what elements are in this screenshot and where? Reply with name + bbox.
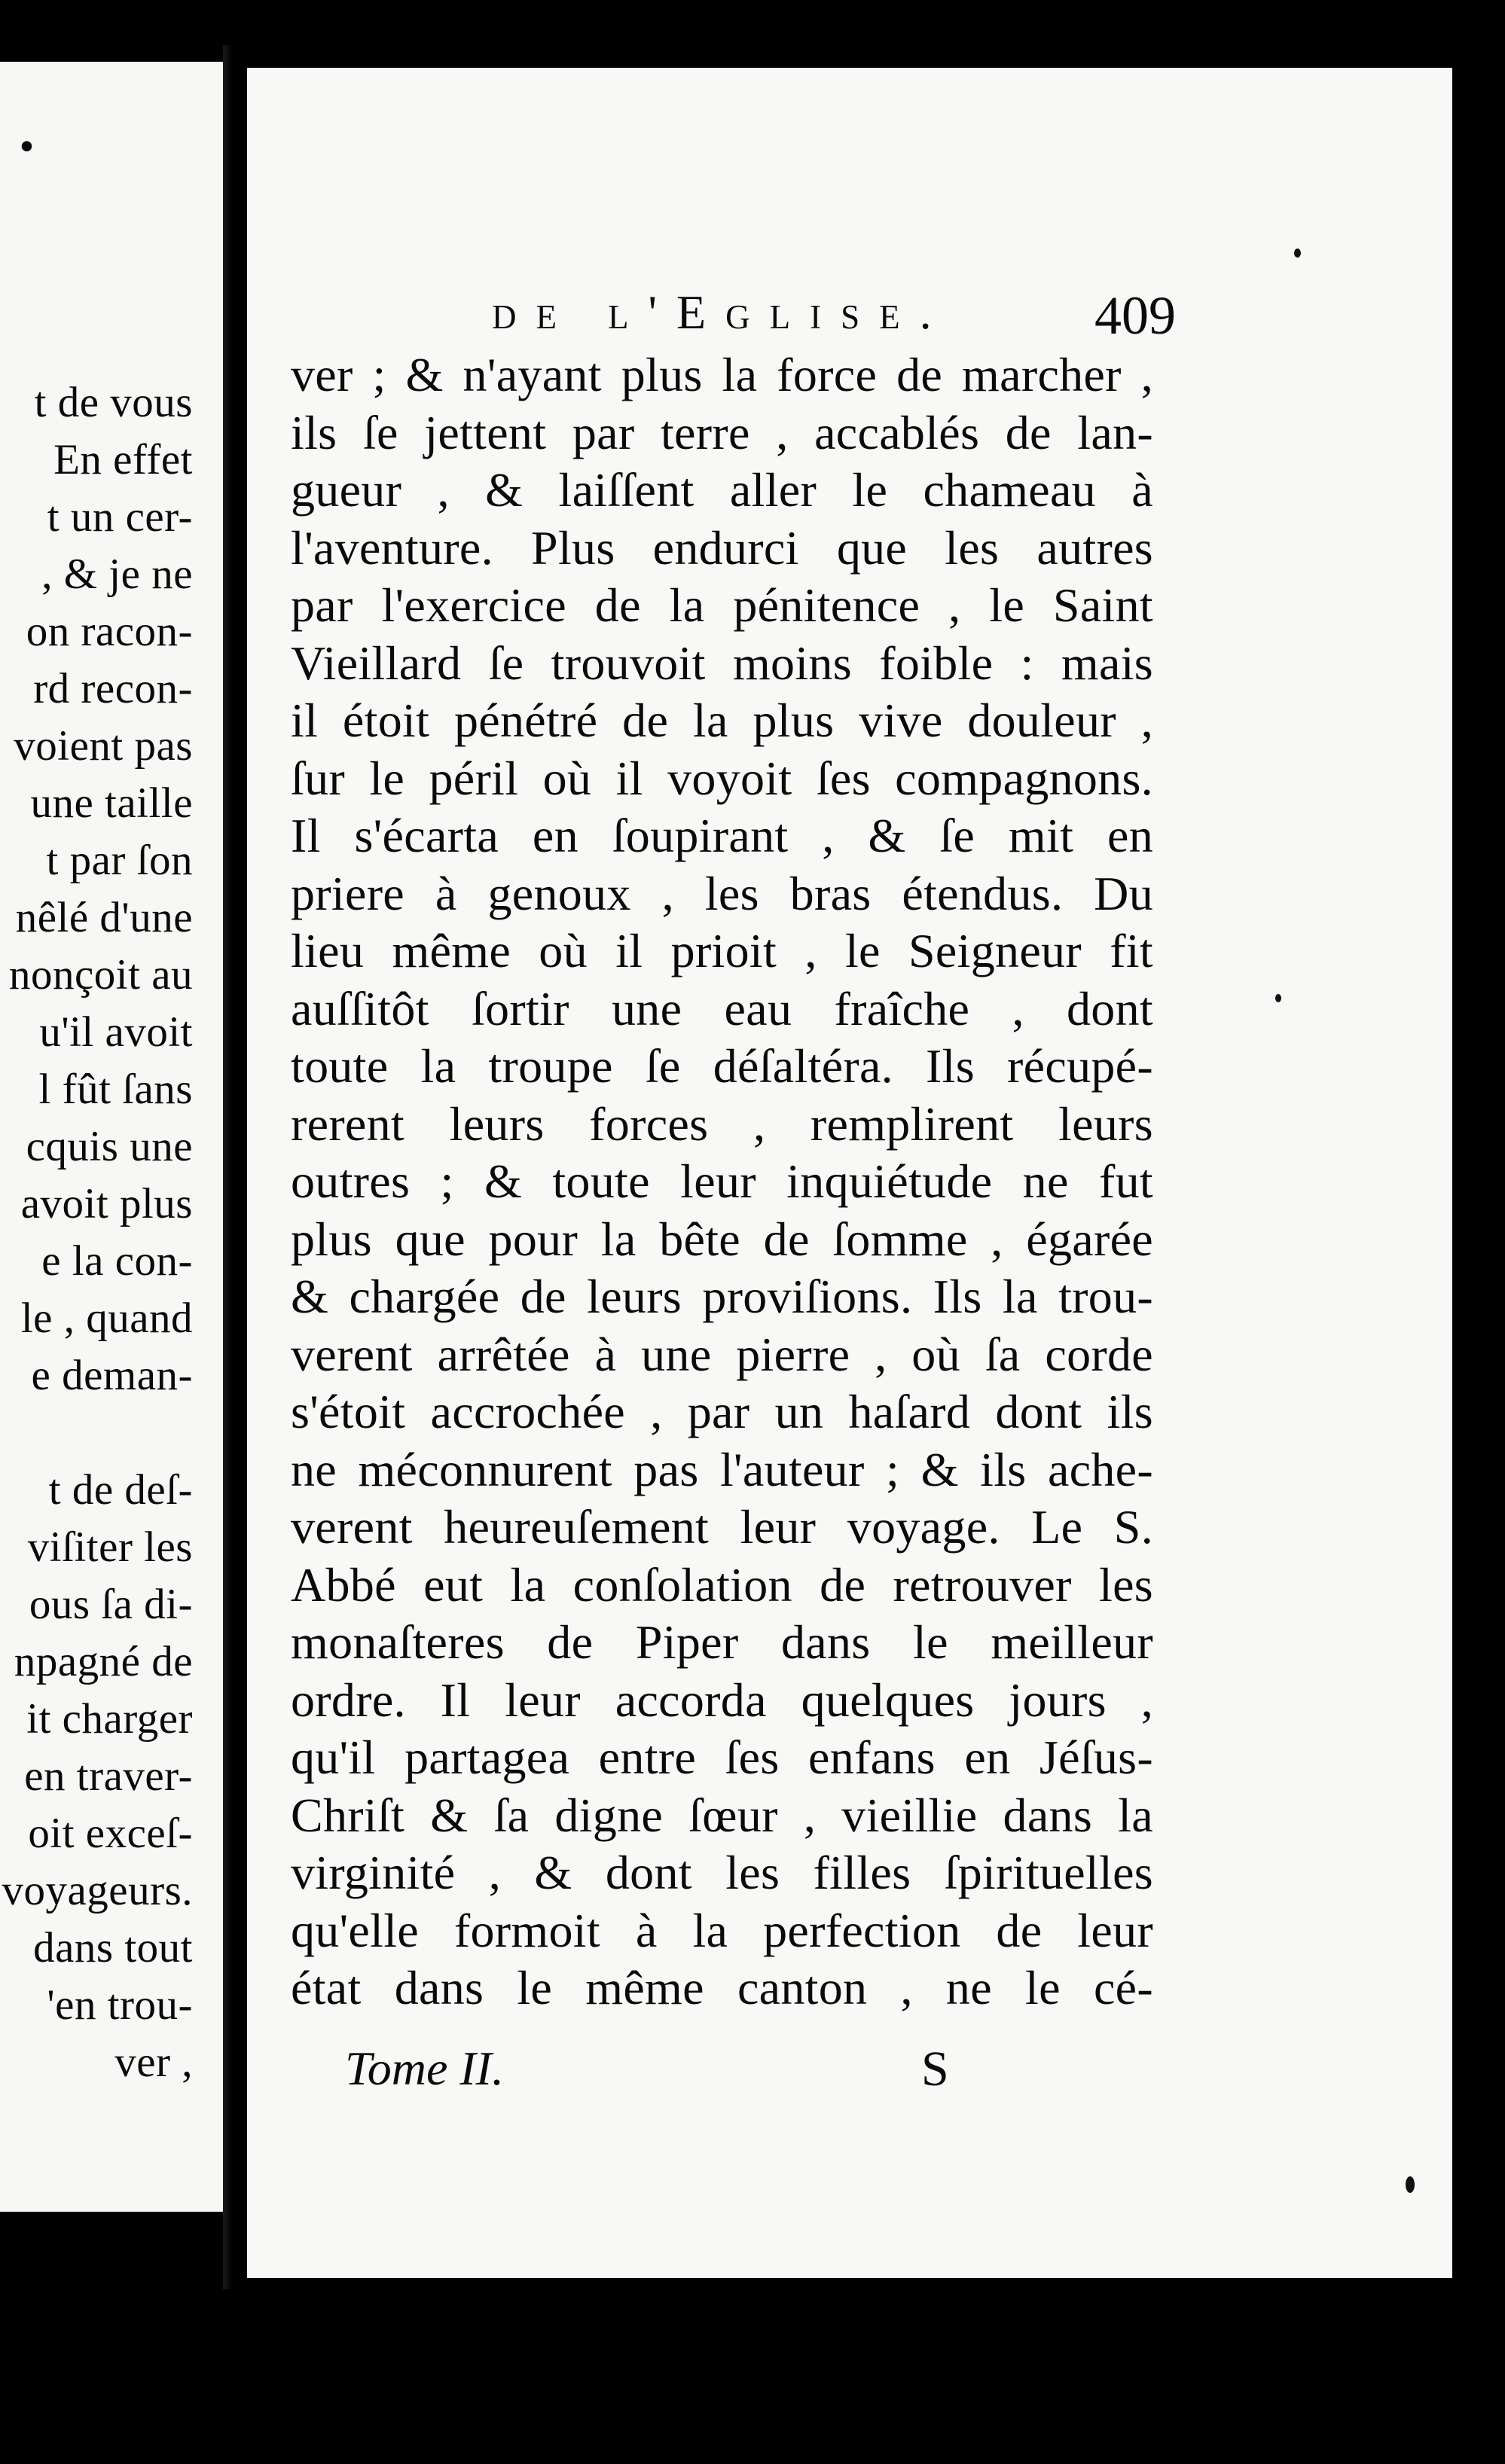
left-page-line: En effet bbox=[53, 436, 193, 483]
body-line: Abbé eut la conſolation de retrouver les bbox=[291, 1557, 1153, 1612]
body-line: virginité , & dont les filles ſpirituelles bbox=[291, 1846, 1153, 1899]
scan-speck bbox=[1294, 249, 1301, 258]
body-line: ordre. Il leur accorda quelques jours , bbox=[291, 1673, 1153, 1727]
left-page-line: nonçoit au bbox=[8, 951, 193, 999]
body-line: s'étoit accrochée , par un haſard dont ils bbox=[291, 1385, 1153, 1438]
body-line: ver ; & n'ayant plus la force de marcher , bbox=[291, 348, 1153, 401]
running-head: de l'Egliſe. bbox=[492, 285, 951, 339]
body-line: toute la troupe ſe déſaltéra. Ils récupé- bbox=[291, 1039, 1153, 1093]
body-line: priere à genoux , les bras étendus. Du bbox=[291, 866, 1153, 920]
body-line: Vieillard ſe trouvoit moins foible : mais bbox=[291, 636, 1153, 690]
left-page-line: oit exceſ- bbox=[28, 1810, 193, 1857]
body-line: rerent leurs forces , remplirent leurs bbox=[291, 1096, 1153, 1151]
left-page-line: e deman- bbox=[31, 1352, 193, 1399]
signature-mark: Tome II. bbox=[345, 2042, 504, 2095]
left-page-fragment bbox=[0, 62, 223, 2212]
left-page-line: rd recon- bbox=[33, 665, 193, 712]
gathering-signature: S bbox=[921, 2042, 949, 2097]
body-line: l'aventure. Plus endurci que les autres bbox=[291, 520, 1153, 575]
left-page-line: une taille bbox=[30, 779, 193, 827]
left-page-line: voyageurs. bbox=[2, 1867, 193, 1914]
scan-speck bbox=[1275, 994, 1281, 1002]
left-page-line: en traver- bbox=[24, 1752, 193, 1800]
body-line: Il s'écarta en ſoupirant , & ſe mit en bbox=[291, 809, 1153, 862]
left-page-line: u'il avoit bbox=[39, 1008, 193, 1056]
left-page-line: dans tout bbox=[33, 1924, 193, 1972]
body-line: état dans le même canton , ne le cé- bbox=[291, 1961, 1153, 2014]
body-line: verent arrêtée à une pierre , où ſa corde bbox=[291, 1327, 1153, 1381]
body-line: il étoit pénétré de la plus vive douleur , bbox=[291, 694, 1153, 747]
left-page-line: cquis une bbox=[26, 1123, 193, 1170]
body-line: lieu même où il prioit , le Seigneur fit bbox=[291, 924, 1153, 977]
left-page-line: e la con- bbox=[41, 1237, 193, 1285]
left-page-line: ver , bbox=[114, 2039, 193, 2086]
body-line: outres ; & toute leur inquiétude ne fut bbox=[291, 1154, 1153, 1208]
left-page-line: on racon- bbox=[26, 608, 193, 655]
left-page-line: t de deſ- bbox=[48, 1466, 193, 1514]
body-line: plus que pour la bête de ſomme , égarée bbox=[291, 1212, 1153, 1266]
page-number: 409 bbox=[1094, 285, 1176, 346]
left-page-line: • bbox=[19, 123, 35, 170]
right-page bbox=[247, 68, 1452, 2278]
body-line: ſur le péril où il voyoit ſes compagnons. bbox=[291, 751, 1153, 805]
body-line: monaſteres de Piper dans le meilleur bbox=[291, 1615, 1153, 1669]
body-line: auſſitôt ſortir une eau fraîche , dont bbox=[291, 981, 1153, 1035]
left-page-line: voient pas bbox=[14, 722, 193, 770]
left-page-line: l fût ſans bbox=[38, 1066, 193, 1113]
left-page-line: viſiter les bbox=[27, 1523, 193, 1571]
body-line: verent heureuſement leur voyage. Le S. bbox=[291, 1500, 1153, 1554]
left-page-line: nêlé d'une bbox=[15, 894, 193, 941]
body-line: gueur , & laiſſent aller le chameau à bbox=[291, 463, 1153, 517]
left-page-line: avoit plus bbox=[20, 1180, 193, 1227]
left-page-line: npagné de bbox=[14, 1638, 193, 1685]
body-line: qu'elle formoit à la perfection de leur bbox=[291, 1903, 1153, 1957]
body-line: ils ſe jettent par terre , accablés de lan- bbox=[291, 405, 1153, 459]
scan-speck bbox=[1406, 2176, 1415, 2193]
left-page-line: t par ſon bbox=[46, 837, 193, 884]
left-page-line: le , quand bbox=[20, 1295, 193, 1342]
book-gutter bbox=[223, 45, 247, 2289]
body-line: qu'il partagea entre ſes enfans en Jéſus- bbox=[291, 1731, 1153, 1784]
body-line: Chriſt & ſa digne ſœur , vieillie dans la bbox=[291, 1788, 1153, 1842]
body-line: ne méconnurent pas l'auteur ; & ils ache- bbox=[291, 1442, 1153, 1496]
left-page-line: t de vous bbox=[34, 379, 193, 426]
body-line: & chargée de leurs proviſions. Ils la trou- bbox=[291, 1270, 1153, 1323]
left-page-line: , & je ne bbox=[41, 550, 193, 598]
left-page-line: 'en trou- bbox=[47, 1981, 193, 2029]
body-line: par l'exercice de la pénitence , le Saint bbox=[291, 578, 1153, 632]
left-page-line: it charger bbox=[26, 1695, 193, 1743]
left-page-line: t un cer- bbox=[47, 493, 193, 541]
body-text bbox=[291, 346, 1153, 2017]
left-page-line: ous ſa di- bbox=[29, 1581, 193, 1628]
